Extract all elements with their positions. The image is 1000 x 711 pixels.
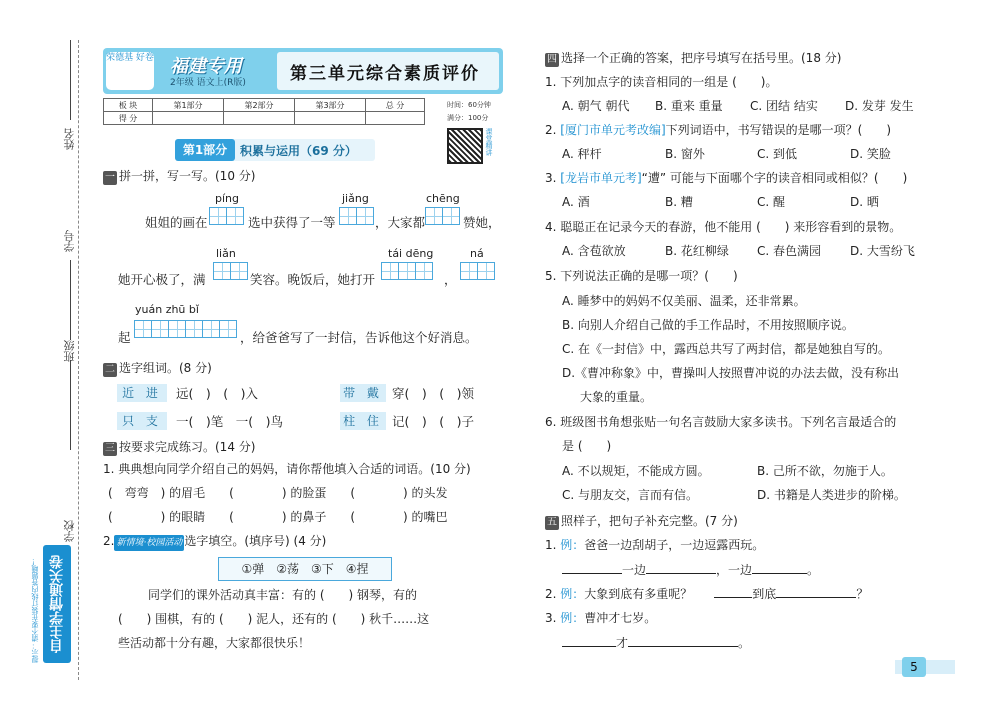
option[interactable]: C. 醒 [757,195,786,209]
class-label: 班级 [63,340,76,362]
fill-text: 到底 [752,587,777,601]
char-box[interactable] [219,320,237,338]
char-box[interactable] [415,262,433,280]
text-line: 赞她， [463,215,501,230]
example-text: 大象到底有多重呢？ [584,587,693,601]
section-title: 按要求完成练习。(14 分) [119,440,256,454]
blank[interactable] [714,597,752,598]
page-title: 第三单元综合素质评价 [290,64,480,84]
section-title: 选字组词。(8 分) [119,361,212,375]
blank[interactable] [628,646,738,647]
fill-item[interactable]: 一( )笔 一( )鸟 [176,414,284,429]
example-line [545,586,868,602]
pinyin: chēng [426,192,460,205]
char-choice: 带 戴 [340,384,386,402]
edition-label: 2年级 语文上(R版) [170,78,246,88]
fill-text: 。 [807,563,820,577]
full-score-label: 满分：100分 [447,114,489,122]
option[interactable]: D.《曹冲称象》中，曹操叫人按照曹冲说的办法去做，没有称出 [562,366,900,380]
source-tag: [龙岩市单元考] [560,171,642,185]
fill-item[interactable]: 远( ) ( )入 [176,386,259,401]
section-number: 一 [105,172,115,183]
question [103,533,326,551]
pinyin: yuán zhū bǐ [135,303,199,316]
section-number: 三 [105,443,115,454]
class-line [70,360,71,450]
char-box[interactable] [168,320,186,338]
option[interactable]: B. 重来 重量 [655,99,723,113]
fill-line[interactable] [562,562,819,578]
fill-row[interactable]: ( ) 的眼睛 ( ) 的鼻子 ( ) 的嘴巴 [108,510,448,524]
section-2-heading [103,359,212,377]
pinyin: ná [470,247,484,260]
option[interactable]: A. 酒 [562,195,590,209]
option-continued: 大象的重量。 [580,390,653,404]
char-box[interactable] [134,320,152,338]
example-line [545,610,656,626]
option[interactable]: C. 到低 [757,147,798,161]
text-line: 笑容。晚饭后，她打开 [250,272,376,287]
option[interactable]: A. 朝气 朝代 [562,99,630,113]
name-line [70,40,71,120]
blank[interactable] [776,597,856,598]
passage-line: 同学们的课外活动真丰富：有的 ( ) 钢琴，有的 [148,588,417,602]
option[interactable]: B. 窗外 [665,147,705,161]
char-box[interactable] [226,207,244,225]
fill-line[interactable] [562,635,750,651]
word-choices: ①弹 ②荡 ③下 ④捏 [218,557,392,581]
question-number: 3. [545,171,561,185]
section-number: 二 [105,364,115,375]
text-line: 她开心极了，满 [118,272,206,287]
char-box[interactable] [339,207,357,225]
passage-line: ( ) 围棋，有的 ( ) 泥人，还有的 ( ) 秋千……这 [118,612,430,626]
fill-item[interactable]: 穿( ) ( )领 [392,386,475,401]
text-line: ，给爸爸写了一封信，告诉他这个好消息。 [240,330,478,345]
example-text: 曹冲才七岁。 [584,611,657,625]
fill-text: ，一边 [716,563,753,577]
score-table [103,98,425,125]
section-title: 拼一拼，写一写。(10 分) [119,169,256,183]
option[interactable]: C. 团结 结实 [750,99,818,113]
binding-line [78,40,79,680]
option[interactable]: A. 含苞欲放 [562,244,626,258]
section-number: 五 [547,517,557,528]
example-number: 2. [545,587,561,601]
example-line [545,537,764,553]
char-box[interactable] [381,262,399,280]
option[interactable]: A. 秤杆 [562,147,602,161]
char-box[interactable] [442,207,460,225]
fill-row[interactable]: ( 弯弯 ) 的眉毛 ( ) 的脸蛋 ( ) 的头发 [108,486,448,500]
time-label: 时间：60分钟 [447,101,491,109]
text-line: 姐姐的画在 [145,215,208,230]
score-col-head: 第1部分 [153,99,224,112]
fill-text: 才 [616,636,629,650]
char-box[interactable] [460,262,478,280]
char-box[interactable] [356,207,374,225]
pinyin: píng [215,192,239,205]
section-title: 照样子，把句子补充完整。(7 分) [561,514,738,528]
pinyin: jiǎng [342,192,369,205]
pinyin: tái dēng [388,247,434,260]
option[interactable]: A. 不以规矩，不能成方圆。 [562,464,710,478]
example-number: 3. [545,611,561,625]
option[interactable]: C. 与朋友交，言而有信。 [562,488,699,502]
char-box[interactable] [230,262,248,280]
score-col-head: 第3部分 [295,99,366,112]
part-tag: 第1部分 [175,139,235,161]
question-number: 2. [545,123,561,137]
score-cell[interactable] [295,112,366,125]
question: 5. 下列说法正确的是哪一项？( ) [545,269,738,283]
question: 4. 聪聪正在记录今天的春游，他不能用 ( ) 来形容看到的景物。 [545,220,902,234]
example-tag: 例： [560,538,585,552]
question-number: 2. [103,534,115,548]
school-label: 学校 [63,520,76,542]
section-5-heading [545,512,738,530]
example-text: 爸爸一边刮胡子，一边逗露西玩。 [584,538,765,552]
fill-item[interactable]: 记( ) ( )子 [392,414,475,429]
example-number: 1. [545,538,561,552]
question-text: “遭” 可能与下面哪个字的读音相同或相似？( ) [641,171,908,185]
text-line: 起 [118,330,131,345]
option[interactable]: C. 春色满园 [757,244,822,258]
fill-text: ？ [856,587,869,601]
qr-code-icon[interactable] [447,128,483,164]
option[interactable]: C. 在《一封信》中，露西总共写了两封信，都是她独自写的。 [562,342,891,356]
question: 1. 典典想向同学介绍自己的妈妈，请你帮他填入合适的词语。(10 分) [103,462,471,476]
blank[interactable] [562,646,616,647]
section-number: 四 [547,54,557,65]
char-box[interactable] [425,207,443,225]
passage-line: 些活动都十分有趣，大家都很快乐！ [118,636,311,650]
example-tag: 例： [560,587,585,601]
char-box[interactable] [477,262,495,280]
option[interactable]: B. 糟 [665,195,693,209]
blank[interactable] [752,573,807,574]
option[interactable]: D. 晒 [850,195,879,209]
char-box[interactable] [213,262,231,280]
score-row-label: 得 分 [104,112,153,125]
part-title: 积累与运用（69 分） [240,144,357,158]
region-label: 福建专用 [170,56,242,77]
option[interactable]: B. 己所不欲，勿施于人。 [757,464,893,478]
question: 6. 班级图书角想张贴一句名言鼓励大家多读书。下列名言最适合的 [545,415,897,429]
char-choice: 近 进 [117,384,167,402]
example-tag: 例： [560,611,585,625]
char-choice: 只 支 [117,412,167,430]
question: 1. 下列加点字的读音相同的一组是 ( )。 [545,75,778,89]
text-line: ，大家都 [375,215,426,230]
stamp-sub: 提示：请不要在装订线内答题哦！ [31,558,39,663]
stamp-title: 自主学情通关卷 [43,545,71,663]
question-text: 选字填空。(填序号) (4 分) [184,534,327,548]
pinyin: liǎn [216,247,236,260]
new-context-tag: 新情境·校园活动 [114,535,184,551]
char-box[interactable] [202,320,220,338]
section-3-heading [103,438,255,456]
name-label: 姓名 [63,128,76,150]
score-col-head: 第2部分 [224,99,295,112]
number-label: 学号 [63,230,76,252]
score-col-head: 总 分 [366,99,425,112]
page-number: 5 [902,657,926,677]
section-title: 选择一个正确的答案，把序号填写在括号里。(18 分) [561,51,842,65]
text-line: ， [444,272,457,287]
fill-text: 一边 [622,563,647,577]
qr-side-label: 课堂精讲 [485,128,493,156]
option[interactable]: B. 花红柳绿 [665,244,729,258]
score-col-head: 板 块 [104,99,153,112]
fill-text: 。 [738,636,751,650]
char-box[interactable] [209,207,227,225]
text-line: 选中获得了一等 [248,215,336,230]
question [545,122,891,138]
score-cell[interactable] [224,112,295,125]
question-text: 下列词语中，书写错误的是哪一项？( ) [665,123,892,137]
blank[interactable] [646,573,716,574]
section-4-heading [545,49,841,67]
number-line [70,260,71,340]
question [545,170,907,186]
option[interactable]: B. 向别人介绍自己做的手工作品时，不用按照顺序说。 [562,318,854,332]
char-box[interactable] [398,262,416,280]
option[interactable]: A. 睡梦中的妈妈不仅美丽、温柔，还非常累。 [562,294,806,308]
section-1-heading [103,167,255,185]
question-continued: 是 ( ) [562,439,612,453]
char-box[interactable] [185,320,203,338]
option[interactable]: D. 大雪纷飞 [850,244,915,258]
option[interactable]: D. 书籍是人类进步的阶梯。 [757,488,906,502]
source-tag: [厦门市单元考改编] [560,123,666,137]
score-cell[interactable] [153,112,224,125]
char-box[interactable] [151,320,169,338]
brand-logo: 荣德基 好卷 [106,52,154,90]
option[interactable]: D. 发芽 发生 [845,99,914,113]
score-cell[interactable] [366,112,425,125]
blank[interactable] [562,573,622,574]
char-choice: 柱 住 [340,412,386,430]
option[interactable]: D. 笑脸 [850,147,891,161]
